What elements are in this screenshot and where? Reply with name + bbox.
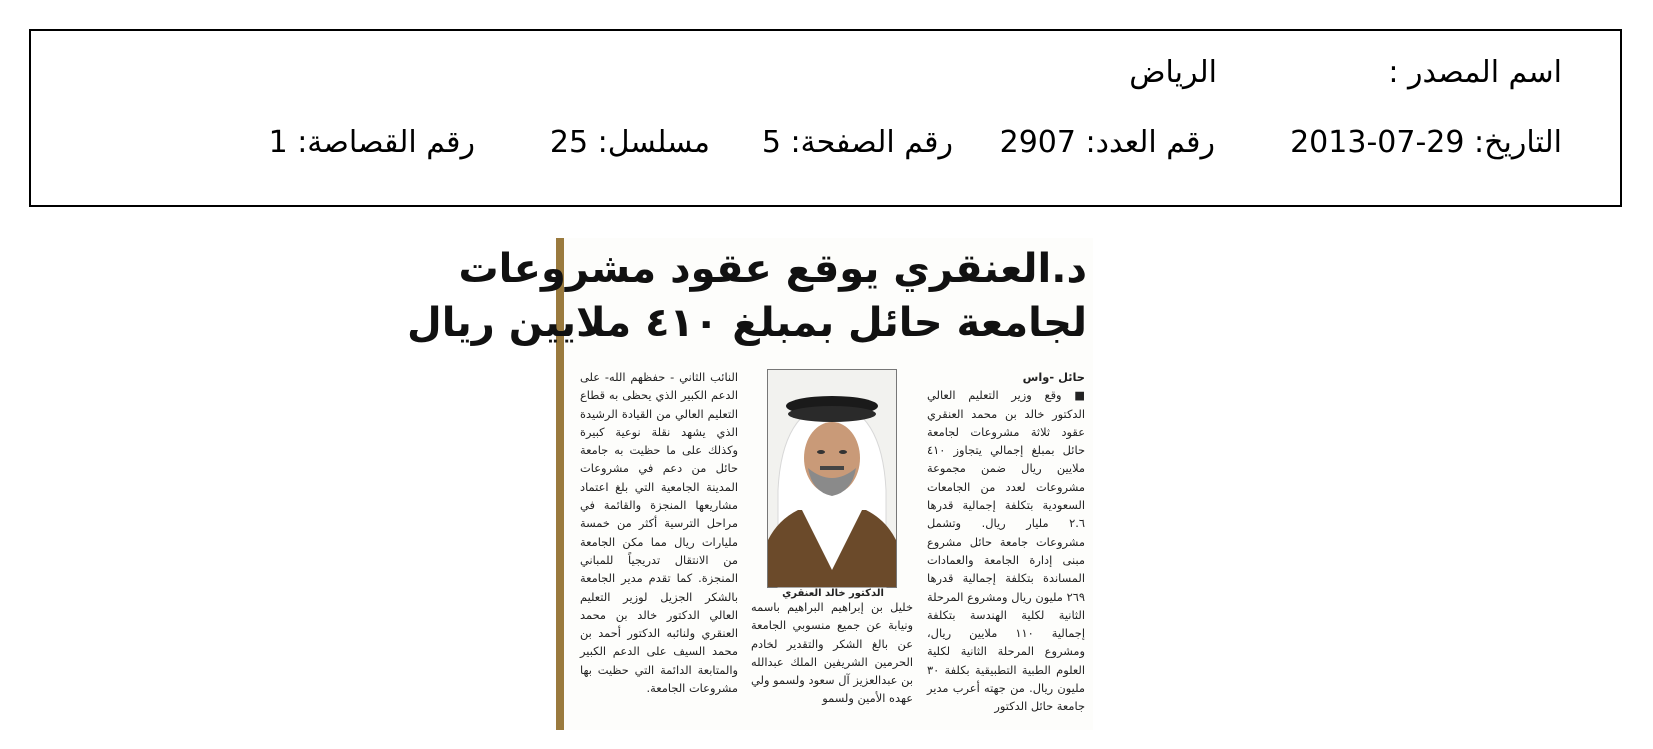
issue-number: رقم العدد: 2907 xyxy=(999,125,1215,160)
headline-line-2: لجامعة حائل بمبلغ ٤١٠ ملايين ريال xyxy=(407,300,1087,346)
photo-caption: الدكتور خالد العنقري xyxy=(782,588,884,599)
dateline: حائل -واس xyxy=(1022,370,1085,384)
column-right-text: ■ وقع وزير التعليم العالي الدكتور خالد بن محمد العنقري عقود ثلاثة مشروعات لجامعة حائل بمبلغ إجمالي يتجاوز ٤١٠ ملايين ريال ضمن مجموعة مشروعات لعدد من الجامعات السعودية بتكلفة إجمالية قدرها ٢.٦ مليار ريال. وتشمل مشروعات جامعة حائل مشروع مبنى إدارة الجامعة والعمادات المساندة بتكلفة إجمالية قدرها ٢٦٩ مليون ريال ومشروع المرحلة الثانية لكلية الهندسة بتكلفة إجمالية ١١٠ ملايين ريال، ومشروع المرحلة الثانية لكلية العلوم الطبية التطبيقية بكلفة ٣٠ مليون ريال. من جهته أعرب مدير جامعة حائل الدكتور xyxy=(927,388,1085,714)
source-label: اسم المصدر : xyxy=(1388,55,1562,90)
source-value: الرياض xyxy=(1129,55,1217,90)
portrait-illustration-icon xyxy=(768,370,896,587)
article-column-right xyxy=(927,368,1085,716)
article-column-middle: خليل بن إبراهيم البراهيم باسمه ونيابة عن جميع منسوبي الجامعة عن بالغ الشكر والتقدير لخادم الحرمين الشريفين الملك عبدالله بن عبدالعزيز آل سعود ولسمو ولي عهده الأمين ولسمو xyxy=(751,600,913,706)
headline-line-1: د.العنقري يوقع عقود مشروعات xyxy=(458,246,1087,292)
page-number: رقم الصفحة: 5 xyxy=(761,125,953,160)
metadata-box xyxy=(29,29,1622,207)
date-field: التاريخ: 29-07-2013 xyxy=(1290,125,1562,160)
portrait-photo xyxy=(767,369,897,588)
newspaper-clipping xyxy=(407,238,1093,730)
article-column-left: النائب الثاني - حفظهم الله- على الدعم الكبير الذي يحظى به قطاع التعليم العالي من القيادة الرشيدة الذي يشهد نقلة نوعية كبيرة وكذلك على ما حظيت به جامعة حائل من دعم في مشروعات المدينة الجامعية التي بلغ اعتماد مشاريعها المنجزة والقائمة في مراحل الترسية أكثر من خمسة مليارات ريال مما مكن الجامعة من الانتقال تدريجياً للمباني المنجزة. كما تقدم مدير الجامعة بالشكر الجزيل لوزير التعليم العالي الدكتور خالد بن محمد العنقري ولنائبه الدكتور أحمد بن محمد السيف على الدعم الكبير والمتابعة الدائمة التي حظيت بها مشروعات الجامعة. xyxy=(580,370,738,696)
clip-number: رقم القصاصة: 1 xyxy=(268,125,475,160)
serial-number: مسلسل: 25 xyxy=(549,125,710,160)
